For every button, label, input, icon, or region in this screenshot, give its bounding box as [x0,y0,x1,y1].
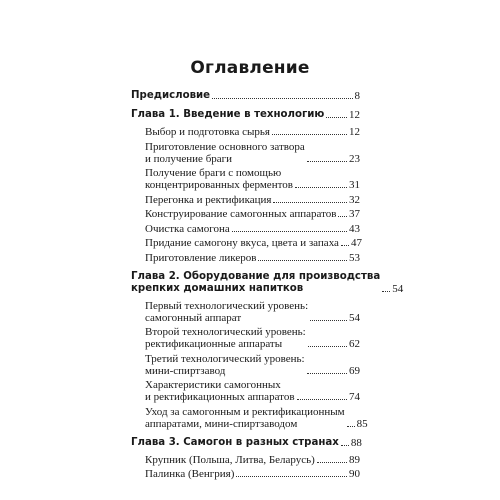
dot-leader [308,346,347,347]
toc-page-number: 8 [354,90,360,102]
toc-page-number: 23 [349,152,360,165]
toc-entry-label-line: Глава 1. Введение в технологию [131,109,325,120]
toc-entry-chapter-1 [131,109,360,121]
toc-entry-label-line: Крупник (Польша, Литва, Беларусь) [145,453,315,466]
toc-entry-label-line: Третий технологический уровень: [145,352,305,365]
toc-page-number: 89 [349,453,360,466]
toc-entry-label-line: Выбор и подготовка сырья [145,126,270,138]
toc-entry-label [145,406,345,430]
toc-entry-label [145,223,230,235]
toc-entry-label-line: Характеристики самогонных [145,379,281,391]
toc-entry-label-line: Глава 2. Оборудование для производства [131,270,381,282]
toc-entry-label-line: крепких домашних напитков [131,282,304,294]
toc-entry-section [131,454,360,466]
toc-entry-label-line: самогонный аппарат [145,311,242,324]
dot-leader [341,445,349,446]
toc-entry-label [145,468,234,480]
dot-leader [338,216,347,217]
toc-entry-label [145,300,308,324]
table-of-contents [131,90,404,480]
toc-entry-label [145,126,270,138]
spacer [131,430,360,437]
toc-entry-section [131,252,360,264]
toc-entry-label-line: Уход за самогонным и ректификационным [145,405,345,418]
dot-leader [273,202,347,203]
toc-entry-label [145,141,305,165]
toc-page-number: 31 [349,179,360,191]
toc-entry-chapter-2 [131,270,404,295]
dot-leader [236,476,347,477]
dot-leader [232,231,347,232]
toc-entry-label-line: Получение браги с помощью [145,167,282,179]
toc-entry-label [145,237,339,249]
toc-entry-label [145,208,336,220]
toc-entry-section [131,326,360,350]
toc-page-number: 53 [349,251,360,264]
toc-entry-section [131,126,360,138]
toc-entry-section [131,194,360,206]
toc-page-number: 62 [349,338,360,350]
toc-entry-label [131,437,339,449]
toc-title: Оглавление [190,58,310,78]
toc-entry-label [131,109,324,121]
toc-entry-label-line: и ректификационных аппаратов [145,391,295,403]
toc-entry-label-line: мини-спиртзавод [145,364,226,377]
toc-page-number: 69 [349,364,360,377]
dot-leader [326,117,347,118]
toc-entry-section [131,167,360,191]
toc-entry-section [131,468,360,480]
toc-entry-label-line: ректификационные аппараты [145,338,283,350]
dot-leader [310,320,347,321]
toc-page-number: 90 [349,468,360,480]
toc-entry-label [145,326,306,350]
toc-page-number: 47 [350,237,362,249]
dot-leader [295,187,347,188]
dot-leader [307,373,347,374]
spacer [131,102,360,109]
toc-entry-section [131,223,360,235]
toc-entry-label [145,379,295,403]
toc-page-number: 32 [349,193,360,206]
toc-entry-label-line: Первый технологический уровень: [145,299,309,312]
toc-entry-section [131,353,360,377]
toc-entry-label [131,271,380,295]
toc-page-number: 88 [350,436,362,449]
toc-entry-label [145,252,256,264]
toc-entry-label-line: Второй технологический уровень: [145,326,306,338]
toc-entry-section [131,379,360,403]
toc-entry-label-line: Очистка самогона [145,222,230,235]
toc-page-number: 54 [349,311,360,324]
dot-leader [341,245,349,246]
toc-entry-section [131,300,360,324]
dot-leader [212,98,352,99]
toc-entry-label-line: Палинка (Венгрия) [145,468,235,480]
toc-page-number: 12 [349,126,360,138]
toc-entry-chapter-3 [131,437,360,449]
dot-leader [258,260,347,261]
dot-leader [347,426,355,427]
toc-entry-label-line: Перегонка и ректификация [145,193,272,206]
toc-page-number: 43 [349,222,360,235]
toc-entry-label-line: Приготовление основного затвора [145,140,305,153]
toc-entry-label-line: и получение браги [145,152,233,165]
toc-entry-label [145,353,305,377]
toc-entry-label: Предисловие [131,90,211,101]
toc-page-number: 37 [349,208,360,220]
toc-entry-label [145,454,315,466]
toc-page-number: 74 [349,391,360,403]
spacer [131,264,360,271]
toc-entry-label-line: аппаратами, мини-спиртзаводом [145,417,298,430]
dot-leader [272,134,347,135]
dot-leader [297,399,347,400]
toc-entry-section [131,405,368,430]
toc-entry-label [145,167,293,191]
toc-entry-label-line: Глава 3. Самогон в разных странах [131,436,339,448]
toc-entry-label-line: концентрированных ферментов [145,179,293,191]
toc-entry-label-line: Приготовление ликеров [145,251,257,264]
toc-entry-section [131,208,360,220]
toc-entry-section [131,141,360,165]
dot-leader [307,161,347,162]
toc-page-number: 85 [356,417,368,430]
toc-entry-label-line: Конструирование самогонных аппаратов [145,208,337,220]
toc-entry-label [145,194,271,206]
dot-leader [317,462,347,463]
dot-leader [382,291,390,292]
toc-entry-section [131,237,360,249]
toc-entry-label-line: Придание самогону вкуса, цвета и запаха [145,237,339,249]
toc-page-number: 12 [349,109,360,121]
toc-page-number: 54 [392,282,404,295]
toc-entry-preface [131,90,360,102]
